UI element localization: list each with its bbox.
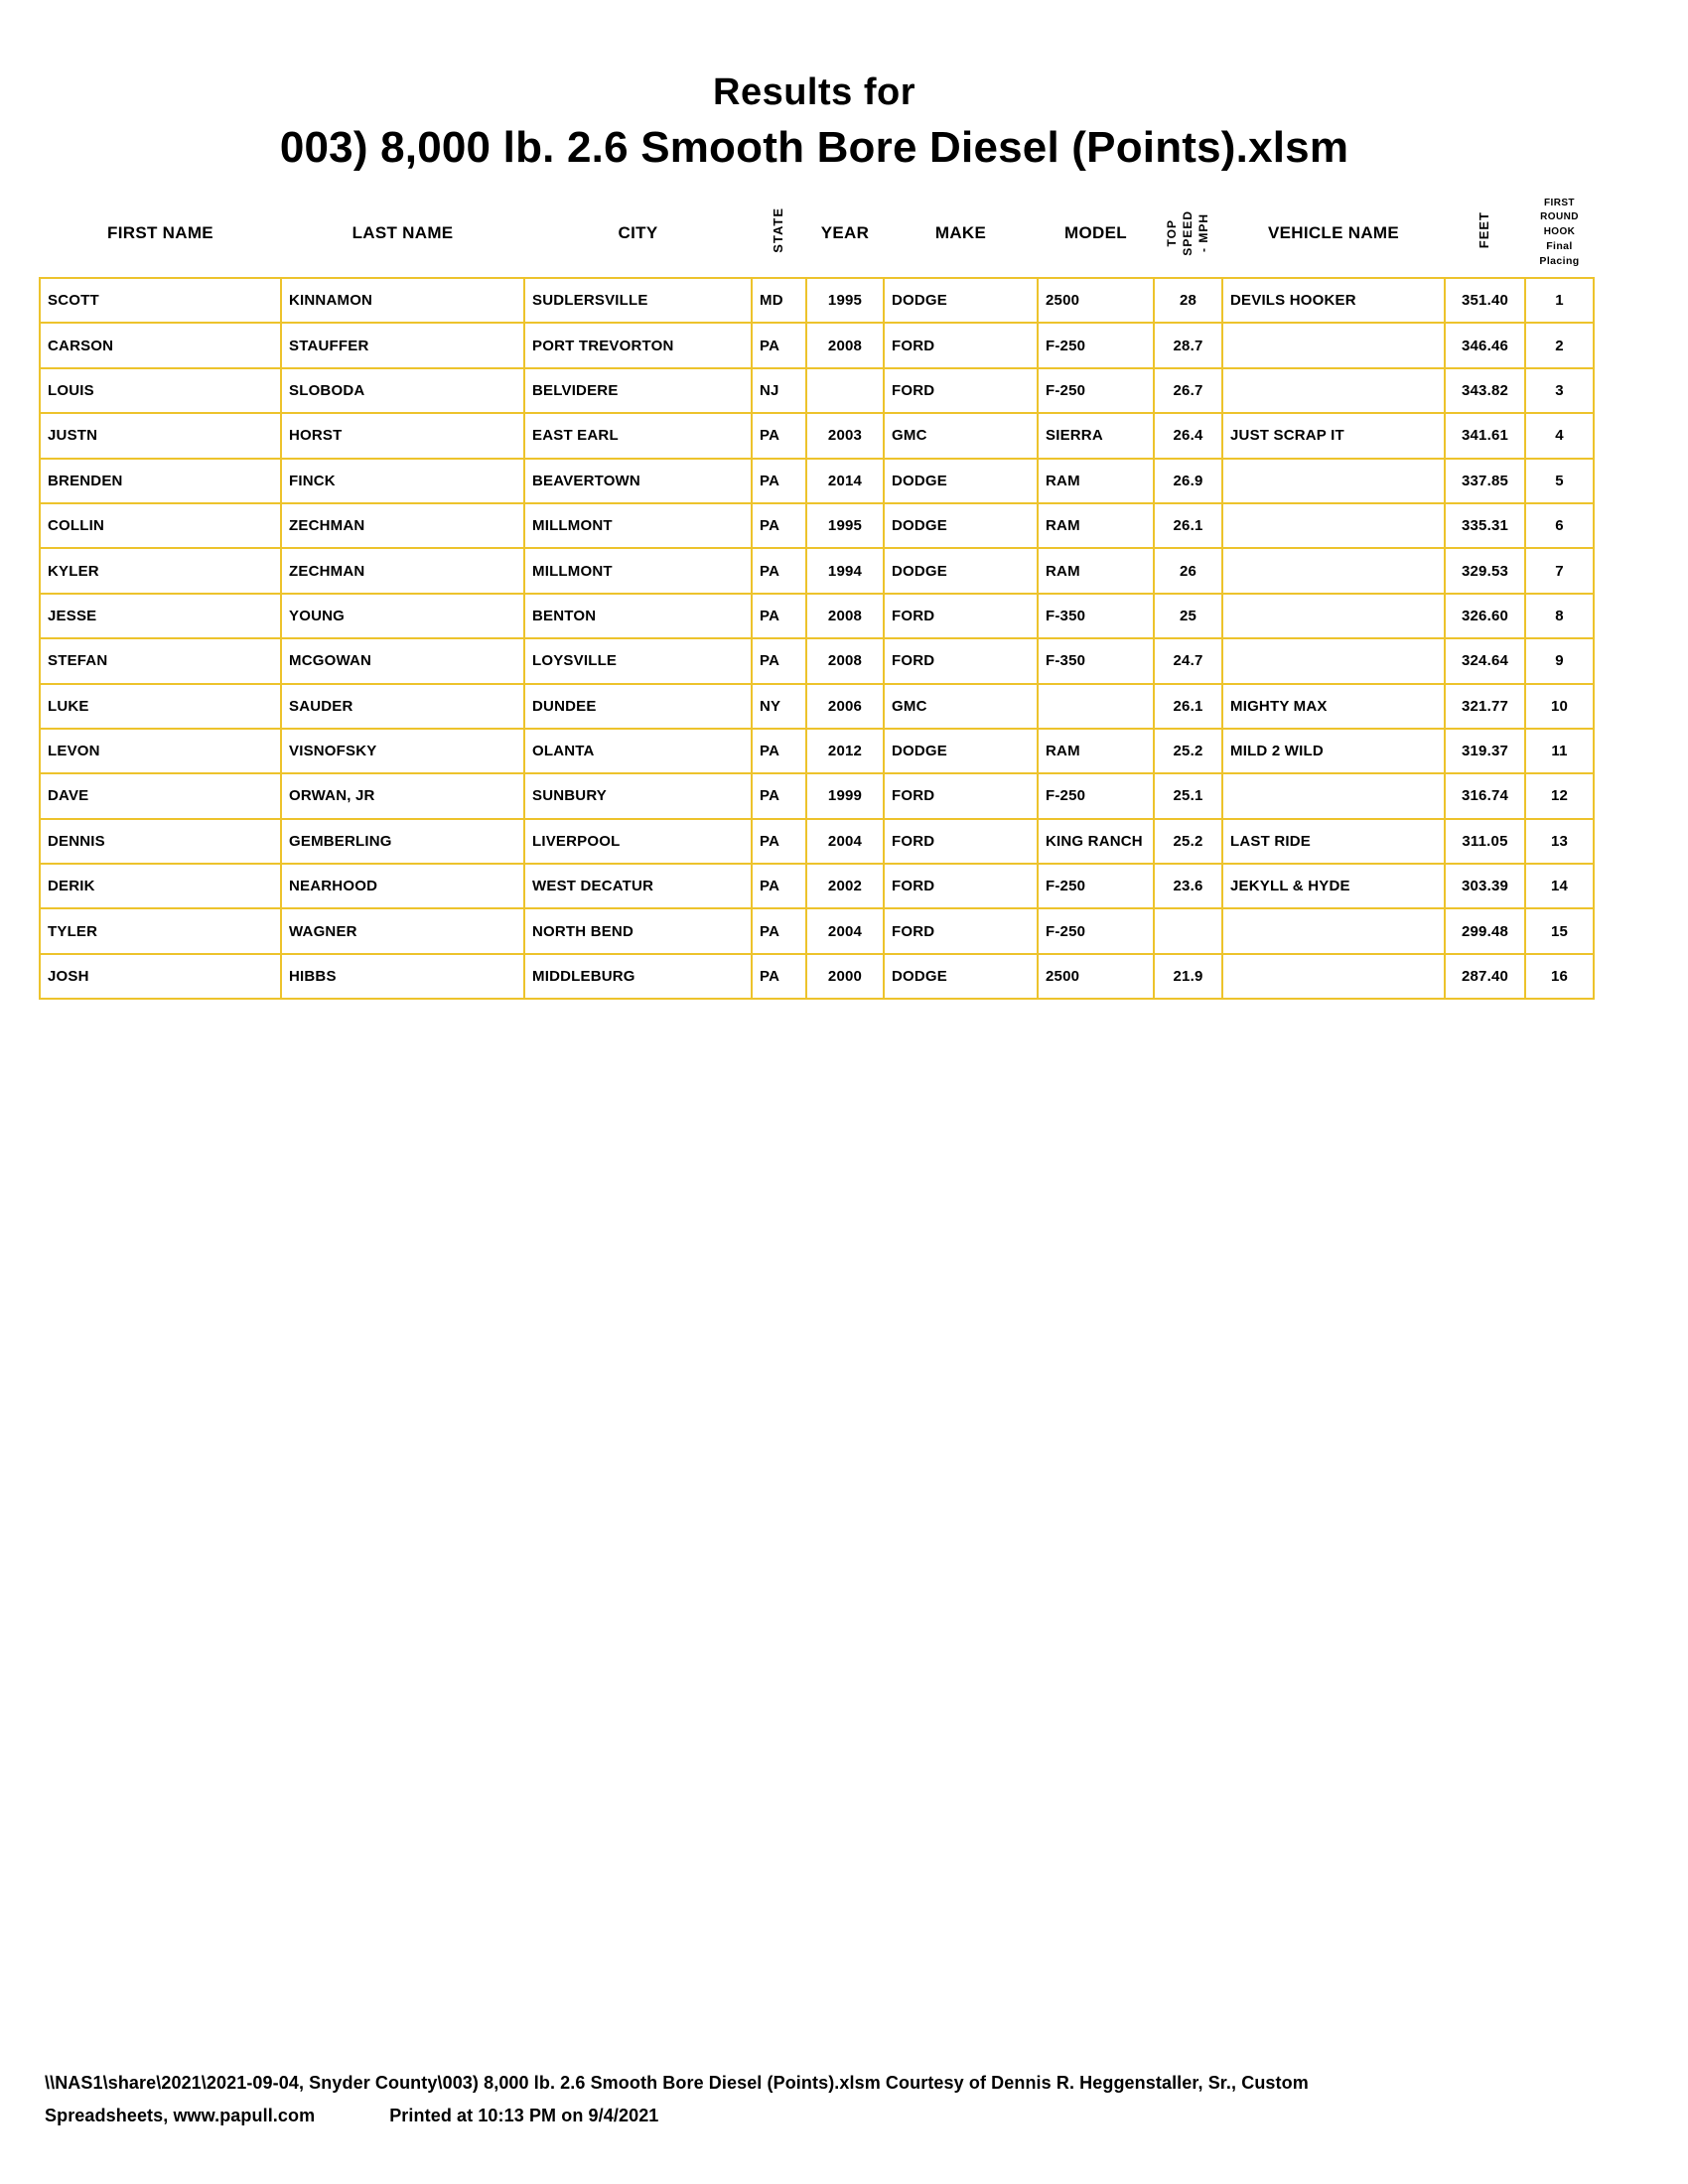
cell-last-name: ZECHMAN (281, 503, 524, 548)
cell-city: NORTH BEND (524, 908, 752, 953)
cell-make: FORD (884, 773, 1038, 818)
cell-feet: 311.05 (1445, 819, 1525, 864)
cell-state: PA (752, 503, 806, 548)
cell-placing: 14 (1525, 864, 1594, 908)
cell-first-name: JESSE (40, 594, 281, 638)
col-header-first-name: FIRST NAME (107, 222, 213, 242)
table-row (40, 908, 1594, 953)
cell-city: BENTON (524, 594, 752, 638)
cell-first-name: SCOTT (40, 278, 281, 323)
cell-placing: 3 (1525, 368, 1594, 413)
top-speed-label-line2: SPEED (1181, 209, 1195, 256)
cell-make: FORD (884, 323, 1038, 367)
cell-model: KING RANCH (1038, 819, 1154, 864)
cell-year: 2000 (806, 954, 884, 999)
cell-last-name: WAGNER (281, 908, 524, 953)
cell-top-speed: 21.9 (1154, 954, 1222, 999)
cell-placing: 12 (1525, 773, 1594, 818)
cell-year (806, 368, 884, 413)
cell-last-name: HIBBS (281, 954, 524, 999)
cell-model: RAM (1038, 459, 1154, 503)
cell-make: GMC (884, 413, 1038, 458)
cell-city: LIVERPOOL (524, 819, 752, 864)
cell-year: 2006 (806, 684, 884, 729)
cell-city: BEAVERTOWN (524, 459, 752, 503)
cell-vehicle-name: JUST SCRAP IT (1222, 413, 1445, 458)
cell-city: PORT TREVORTON (524, 323, 752, 367)
col-header-feet (1445, 189, 1525, 278)
cell-state: PA (752, 594, 806, 638)
cell-top-speed: 26.4 (1154, 413, 1222, 458)
cell-city: BELVIDERE (524, 368, 752, 413)
cell-last-name: NEARHOOD (281, 864, 524, 908)
table-row (40, 413, 1594, 458)
cell-state: PA (752, 413, 806, 458)
cell-state: PA (752, 864, 806, 908)
cell-vehicle-name: DEVILS HOOKER (1222, 278, 1445, 323)
cell-year: 2014 (806, 459, 884, 503)
cell-top-speed: 26.1 (1154, 684, 1222, 729)
cell-model: F-250 (1038, 773, 1154, 818)
table-row (40, 368, 1594, 413)
table-row (40, 819, 1594, 864)
cell-year: 1999 (806, 773, 884, 818)
cell-placing: 15 (1525, 908, 1594, 953)
cell-model: SIERRA (1038, 413, 1154, 458)
cell-vehicle-name (1222, 773, 1445, 818)
cell-state: NY (752, 684, 806, 729)
cell-top-speed: 28 (1154, 278, 1222, 323)
cell-vehicle-name (1222, 548, 1445, 593)
results-table (39, 189, 1595, 1000)
results-tbody (40, 278, 1594, 999)
cell-model: RAM (1038, 503, 1154, 548)
cell-model: 2500 (1038, 954, 1154, 999)
cell-last-name: ZECHMAN (281, 548, 524, 593)
cell-top-speed: 28.7 (1154, 323, 1222, 367)
cell-vehicle-name (1222, 908, 1445, 953)
cell-state: NJ (752, 368, 806, 413)
cell-state: PA (752, 729, 806, 773)
cell-state: PA (752, 908, 806, 953)
cell-feet: 319.37 (1445, 729, 1525, 773)
cell-top-speed: 26.1 (1154, 503, 1222, 548)
cell-vehicle-name (1222, 459, 1445, 503)
page-subtitle-filename: 003) 8,000 lb. 2.6 Smooth Bore Diesel (Points).xlsm (279, 123, 1349, 172)
cell-make: DODGE (884, 278, 1038, 323)
cell-feet: 346.46 (1445, 323, 1525, 367)
cell-vehicle-name: JEKYLL & HYDE (1222, 864, 1445, 908)
top-speed-label-line3: - MPH (1196, 213, 1210, 252)
cell-feet: 316.74 (1445, 773, 1525, 818)
cell-feet: 303.39 (1445, 864, 1525, 908)
header-row (40, 189, 1594, 278)
cell-year: 2008 (806, 594, 884, 638)
state-vertical-label: STATE (771, 207, 786, 253)
col-header-placing (1525, 189, 1594, 278)
cell-year: 2012 (806, 729, 884, 773)
cell-last-name: GEMBERLING (281, 819, 524, 864)
cell-top-speed: 25 (1154, 594, 1222, 638)
cell-last-name: SLOBODA (281, 368, 524, 413)
cell-last-name: YOUNG (281, 594, 524, 638)
cell-first-name: JUSTN (40, 413, 281, 458)
cell-first-name: BRENDEN (40, 459, 281, 503)
cell-placing: 2 (1525, 323, 1594, 367)
col-header-city: CITY (618, 222, 658, 242)
cell-placing: 5 (1525, 459, 1594, 503)
col-header-make: MAKE (934, 222, 987, 242)
table-row (40, 638, 1594, 683)
cell-last-name: HORST (281, 413, 524, 458)
page-footer (45, 2067, 1594, 2132)
cell-year: 2008 (806, 638, 884, 683)
cell-vehicle-name (1222, 368, 1445, 413)
cell-top-speed: 26.9 (1154, 459, 1222, 503)
cell-city: DUNDEE (524, 684, 752, 729)
cell-state: PA (752, 773, 806, 818)
table-row (40, 954, 1594, 999)
top-speed-label-line1: TOP (1165, 218, 1179, 247)
cell-first-name: JOSH (40, 954, 281, 999)
footer-second-line (45, 2100, 1594, 2132)
table-row (40, 503, 1594, 548)
cell-first-name: LOUIS (40, 368, 281, 413)
placing-label-line3: Final Placing (1539, 240, 1580, 268)
cell-state: PA (752, 459, 806, 503)
placing-label-line2: HOOK (1543, 225, 1576, 237)
col-header-top-speed (1154, 189, 1222, 278)
cell-vehicle-name (1222, 503, 1445, 548)
cell-vehicle-name: LAST RIDE (1222, 819, 1445, 864)
cell-vehicle-name (1222, 638, 1445, 683)
table-row (40, 548, 1594, 593)
cell-feet: 351.40 (1445, 278, 1525, 323)
cell-placing: 10 (1525, 684, 1594, 729)
cell-placing: 13 (1525, 819, 1594, 864)
cell-model: F-250 (1038, 368, 1154, 413)
table-row (40, 684, 1594, 729)
cell-feet: 341.61 (1445, 413, 1525, 458)
cell-feet: 326.60 (1445, 594, 1525, 638)
cell-city: SUDLERSVILLE (524, 278, 752, 323)
cell-make: FORD (884, 368, 1038, 413)
cell-state: MD (752, 278, 806, 323)
cell-make: GMC (884, 684, 1038, 729)
cell-last-name: ORWAN, JR (281, 773, 524, 818)
cell-top-speed: 23.6 (1154, 864, 1222, 908)
col-header-year: YEAR (820, 222, 870, 242)
cell-top-speed (1154, 908, 1222, 953)
cell-city: OLANTA (524, 729, 752, 773)
cell-state: PA (752, 548, 806, 593)
cell-model: F-250 (1038, 908, 1154, 953)
cell-vehicle-name (1222, 594, 1445, 638)
cell-placing: 7 (1525, 548, 1594, 593)
cell-placing: 16 (1525, 954, 1594, 999)
col-header-state (752, 189, 806, 278)
cell-placing: 11 (1525, 729, 1594, 773)
cell-city: MILLMONT (524, 548, 752, 593)
cell-feet: 335.31 (1445, 503, 1525, 548)
cell-make: DODGE (884, 503, 1038, 548)
cell-year: 2002 (806, 864, 884, 908)
cell-city: MILLMONT (524, 503, 752, 548)
cell-first-name: DENNIS (40, 819, 281, 864)
cell-top-speed: 25.2 (1154, 729, 1222, 773)
cell-model: F-350 (1038, 638, 1154, 683)
footer-filepath-courtesy: \\NAS1\share\2021\2021-09-04, Snyder County\003) 8,000 lb. 2.6 Smooth Bore Diesel (Points).xlsm Courtesy of Dennis R. Heggenstaller, Sr., Custom (45, 2073, 1309, 2093)
footer-printed-timestamp: Printed at 10:13 PM on 9/4/2021 (389, 2106, 659, 2125)
col-header-last-name: LAST NAME (352, 222, 454, 242)
cell-vehicle-name (1222, 954, 1445, 999)
cell-year: 2004 (806, 819, 884, 864)
cell-model: F-350 (1038, 594, 1154, 638)
cell-make: DODGE (884, 548, 1038, 593)
cell-year: 1994 (806, 548, 884, 593)
table-row (40, 278, 1594, 323)
cell-year: 1995 (806, 278, 884, 323)
cell-make: FORD (884, 819, 1038, 864)
table-row (40, 459, 1594, 503)
cell-model: F-250 (1038, 864, 1154, 908)
cell-top-speed: 25.1 (1154, 773, 1222, 818)
cell-placing: 8 (1525, 594, 1594, 638)
table-row (40, 594, 1594, 638)
cell-vehicle-name: MILD 2 WILD (1222, 729, 1445, 773)
cell-state: PA (752, 323, 806, 367)
cell-model: F-250 (1038, 323, 1154, 367)
placing-label-line1: FIRST ROUND (1540, 197, 1579, 223)
cell-model: RAM (1038, 548, 1154, 593)
cell-last-name: KINNAMON (281, 278, 524, 323)
cell-model: RAM (1038, 729, 1154, 773)
cell-feet: 287.40 (1445, 954, 1525, 999)
cell-placing: 4 (1525, 413, 1594, 458)
cell-top-speed: 24.7 (1154, 638, 1222, 683)
cell-make: DODGE (884, 459, 1038, 503)
cell-last-name: STAUFFER (281, 323, 524, 367)
cell-model: 2500 (1038, 278, 1154, 323)
cell-first-name: COLLIN (40, 503, 281, 548)
cell-top-speed: 26.7 (1154, 368, 1222, 413)
cell-top-speed: 26 (1154, 548, 1222, 593)
cell-feet: 337.85 (1445, 459, 1525, 503)
cell-year: 1995 (806, 503, 884, 548)
cell-last-name: FINCK (281, 459, 524, 503)
cell-feet: 324.64 (1445, 638, 1525, 683)
table-row (40, 773, 1594, 818)
footer-website: Spreadsheets, www.papull.com (45, 2106, 316, 2125)
cell-top-speed: 25.2 (1154, 819, 1222, 864)
table-row (40, 864, 1594, 908)
cell-placing: 1 (1525, 278, 1594, 323)
cell-year: 2004 (806, 908, 884, 953)
cell-year: 2003 (806, 413, 884, 458)
cell-make: DODGE (884, 954, 1038, 999)
cell-first-name: STEFAN (40, 638, 281, 683)
cell-year: 2008 (806, 323, 884, 367)
cell-placing: 6 (1525, 503, 1594, 548)
cell-make: FORD (884, 864, 1038, 908)
cell-placing: 9 (1525, 638, 1594, 683)
table-row (40, 729, 1594, 773)
cell-vehicle-name: MIGHTY MAX (1222, 684, 1445, 729)
cell-last-name: SAUDER (281, 684, 524, 729)
cell-first-name: CARSON (40, 323, 281, 367)
cell-first-name: KYLER (40, 548, 281, 593)
cell-city: MIDDLEBURG (524, 954, 752, 999)
cell-model (1038, 684, 1154, 729)
feet-vertical-label: FEET (1477, 211, 1492, 249)
cell-first-name: DERIK (40, 864, 281, 908)
cell-city: SUNBURY (524, 773, 752, 818)
cell-make: FORD (884, 638, 1038, 683)
cell-feet: 299.48 (1445, 908, 1525, 953)
table-header (40, 189, 1594, 278)
cell-feet: 343.82 (1445, 368, 1525, 413)
cell-first-name: DAVE (40, 773, 281, 818)
cell-feet: 329.53 (1445, 548, 1525, 593)
cell-state: PA (752, 638, 806, 683)
cell-make: DODGE (884, 729, 1038, 773)
col-header-model: MODEL (1064, 222, 1127, 242)
cell-state: PA (752, 819, 806, 864)
cell-state: PA (752, 954, 806, 999)
cell-make: FORD (884, 594, 1038, 638)
cell-last-name: MCGOWAN (281, 638, 524, 683)
col-header-vehicle-name: VEHICLE NAME (1267, 222, 1400, 242)
cell-first-name: TYLER (40, 908, 281, 953)
cell-city: WEST DECATUR (524, 864, 752, 908)
table-row (40, 323, 1594, 367)
cell-first-name: LUKE (40, 684, 281, 729)
cell-vehicle-name (1222, 323, 1445, 367)
cell-last-name: VISNOFSKY (281, 729, 524, 773)
page-title: Results for (713, 71, 915, 113)
cell-make: FORD (884, 908, 1038, 953)
cell-city: LOYSVILLE (524, 638, 752, 683)
cell-first-name: LEVON (40, 729, 281, 773)
cell-feet: 321.77 (1445, 684, 1525, 729)
cell-city: EAST EARL (524, 413, 752, 458)
